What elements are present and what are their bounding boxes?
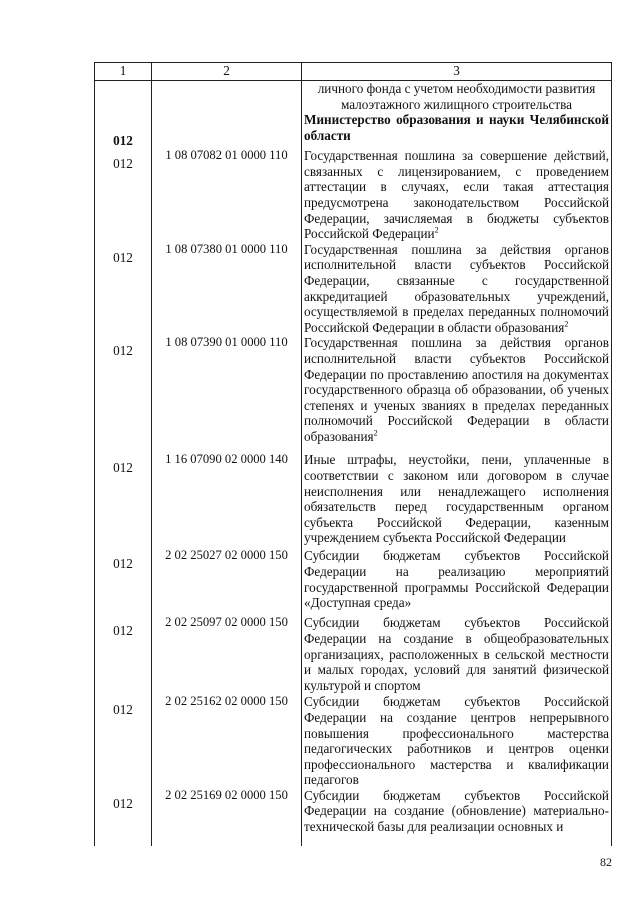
revenue-code-cell: 1 08 07380 01 0000 110 (152, 242, 302, 336)
revenue-description-cell (302, 335, 612, 452)
description-text: Государственная пошлина за действия органов исполнительной власти субъектов Российской Федерации по проставлению апостиля на документах государственного образца об образовании, об ученых степенях и ученых званиях в пределах переданных полномочий Российской Федерации в области образования (304, 335, 609, 444)
table-row (95, 148, 612, 242)
table-row (95, 548, 612, 615)
description-text: Иные штрафы, неустойки, пени, уплаченные в соответствии с законом или договором в случае неисполнения или ненадлежащего исполнения обязательств перед государственным органом субъекта Российской Федерации, казенным учреждением субъекта Российской Федерации (304, 452, 609, 546)
description-text: Министерство образования и науки Челябинской области (304, 112, 609, 143)
page-number: 82 (600, 855, 612, 869)
revenue-description-cell (302, 112, 612, 148)
description-text: Субсидии бюджетам субъектов Российской Федерации на реализацию мероприятий государственной программы Российской Федерации «Доступная среда» (304, 548, 609, 611)
table-row (95, 242, 612, 336)
revenue-code-cell: 2 02 25027 02 0000 150 (152, 548, 302, 615)
description-text: Субсидии бюджетам субъектов Российской Федерации на создание (обновление) материально-технической базы для реализации основных и (304, 787, 609, 835)
description-text: Государственная пошлина за совершение действий, связанных с лицензированием, с проведением аттестации в случаях, если такая аттестация предусмотрена законодательством Российской Федерации, зачисляемая в бюджеты субъектов Российской Федерации (304, 148, 609, 242)
agency-code-cell: 012 (95, 615, 152, 694)
agency-code-cell: 012 (95, 242, 152, 336)
revenue-code-cell (152, 81, 302, 113)
table-header-row (95, 63, 612, 81)
revenue-description-cell (302, 148, 612, 242)
table-row (95, 452, 612, 548)
agency-code-cell: 012 (95, 548, 152, 615)
description-text: Государственная пошлина за действия органов исполнительной власти субъектов Российской Федерации, связанные с государственной аккредитацией образовательных учреждений, осуществляемой в пределах переданных полномочий Российской Федерации в области образования (304, 241, 609, 335)
revenue-code-cell: 2 02 25097 02 0000 150 (152, 615, 302, 694)
revenue-code-cell: 2 02 25169 02 0000 150 (152, 788, 302, 846)
agency-code-cell: 012 (95, 335, 152, 452)
header-col-1: 1 (95, 63, 152, 81)
revenue-description-cell (302, 81, 612, 113)
description-text: Субсидии бюджетам субъектов Российской Федерации на создание центров непрерывного повышения профессионального мастерства педагогических работников и центров оценки профессионального мастерства и квалификации педагогов (304, 694, 609, 788)
agency-code-cell: 012 (95, 452, 152, 548)
revenue-description-cell (302, 615, 612, 694)
revenue-code-cell: 2 02 25162 02 0000 150 (152, 694, 302, 788)
agency-code-cell (95, 81, 152, 113)
revenue-code-cell: 1 08 07390 01 0000 110 (152, 335, 302, 452)
footnote-ref: 2 (434, 225, 439, 235)
footnote-ref: 2 (564, 319, 569, 329)
table-body (95, 81, 612, 846)
agency-code-cell: 012 (95, 788, 152, 846)
revenue-description-cell (302, 548, 612, 615)
table-row (95, 694, 612, 788)
header-col-3: 3 (302, 63, 612, 81)
agency-code-cell: 012 (95, 148, 152, 242)
table-row (95, 788, 612, 846)
header-col-2: 2 (152, 63, 302, 81)
description-text: личного фонда с учетом необходимости развития малоэтажного жилищного строительства (317, 81, 596, 112)
table-row (95, 335, 612, 452)
revenue-codes-table (94, 62, 612, 846)
revenue-code-cell: 1 16 07090 02 0000 140 (152, 452, 302, 548)
table-row (95, 81, 612, 113)
revenue-description-cell (302, 452, 612, 548)
description-text: Субсидии бюджетам субъектов Российской Федерации на создание в общеобразовательных организациях, расположенных в сельской местности и малых городах, условий для занятий физической культурой и спортом (304, 615, 609, 693)
revenue-description-cell (302, 788, 612, 846)
table-row (95, 615, 612, 694)
revenue-description-cell (302, 242, 612, 336)
agency-code-cell: 012 (95, 694, 152, 788)
footnote-ref: 2 (373, 428, 378, 438)
revenue-code-cell: 1 08 07082 01 0000 110 (152, 148, 302, 242)
agency-code-cell: 012 (95, 112, 152, 148)
table-row (95, 112, 612, 148)
revenue-code-cell (152, 112, 302, 148)
revenue-description-cell (302, 694, 612, 788)
